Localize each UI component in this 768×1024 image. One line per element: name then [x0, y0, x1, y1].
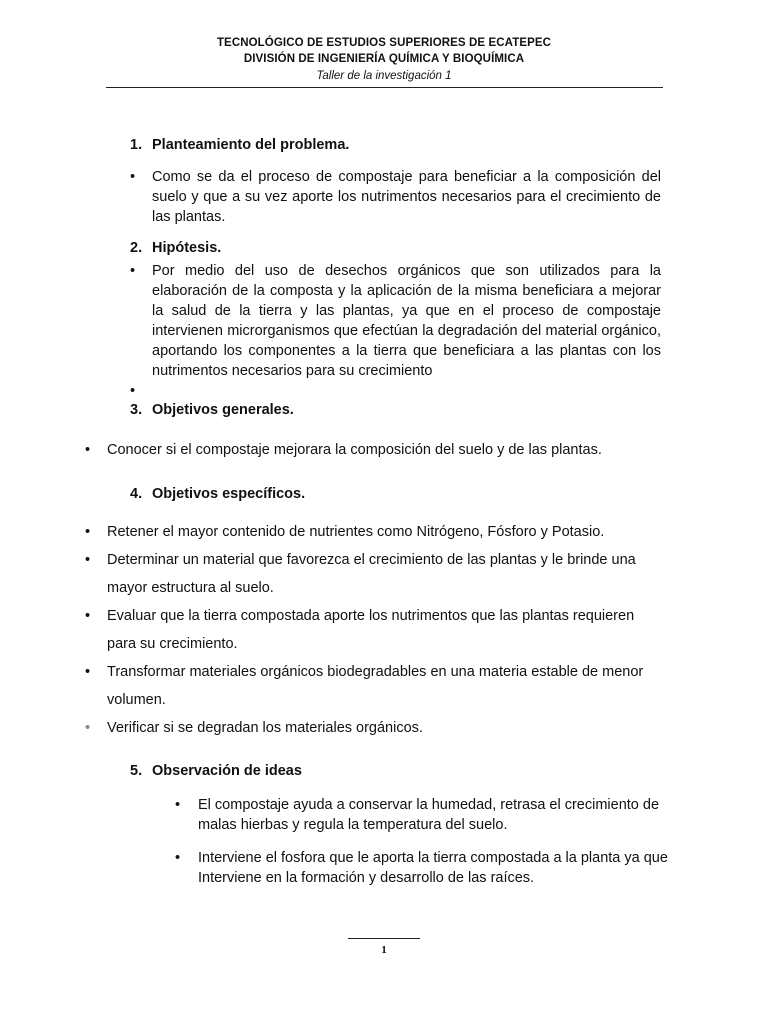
section-2-heading [130, 240, 221, 256]
section-number: 3. [130, 402, 143, 418]
section-number: 1. [130, 137, 143, 153]
section-title: Hipótesis. [152, 240, 222, 256]
bullet-icon: • [175, 797, 181, 813]
section-title: Planteamiento del problema. [152, 137, 350, 153]
bullet-icon: • [85, 608, 91, 624]
bullet-icon: • [85, 664, 91, 680]
hypothesis-text: Por medio del uso de desechos orgánicos que son utilizados para la elaboración de la composta y la aplicación de la misma beneficiara a mejorar la salud de la tierra y las plantas, ya que en el proceso de compostaje intervienen microrganismos que efectúan la degradación del material orgánico, aportando los componentes a la tierra que beneficiara a las plantas con los nutrimentos necesarios para su crecimiento [152, 263, 661, 379]
page-number: 1 [381, 944, 387, 956]
bullet-icon: • [85, 524, 91, 540]
section-number: 2. [130, 240, 143, 256]
idea-observation-item: El compostaje ayuda a conservar la humedad, retrasa el crecimiento de malas hierbas y regula la temperatura del suelo. [198, 797, 660, 833]
bullet-icon: • [85, 442, 91, 458]
section-title: Objetivos específicos. [152, 486, 306, 502]
section-5-heading [130, 763, 302, 779]
division-name: DIVISIÓN DE INGENIERÍA QUÍMICA Y BIOQUÍMICA [243, 53, 525, 65]
document-subtitle: Taller de la investigación 1 [316, 70, 452, 82]
section-number: 4. [130, 486, 143, 502]
general-objective: Conocer si el compostaje mejorara la composición del suelo y de las plantas. [107, 442, 602, 458]
section-title: Observación de ideas [152, 763, 302, 779]
bullet-icon: • [85, 720, 91, 736]
header-divider [106, 87, 663, 88]
section-4-heading [130, 486, 305, 502]
bullet-icon: • [175, 850, 181, 866]
bullet-icon: • [130, 169, 136, 185]
problem-statement: Como se da el proceso de compostaje para beneficiar a la composición del suelo y que a su vez aporte los nutrimentos necesarios para el crecimiento de las plantas. [152, 169, 661, 225]
section-title: Objetivos generales. [152, 402, 294, 418]
bullet-icon: • [85, 552, 91, 568]
institution-name: TECNOLÓGICO DE ESTUDIOS SUPERIORES DE ECATEPEC [216, 37, 552, 49]
specific-objective-item: Determinar un material que favorezca el crecimiento de las plantas y le brinde una mayor estructura al suelo. [107, 552, 636, 596]
idea-observation-item: Interviene el fosfora que le aporta la tierra compostada a la planta ya que Interviene en la formación y desarrollo de las raíces. [198, 850, 668, 886]
specific-objective-item: Verificar si se degradan los materiales orgánicos. [107, 720, 423, 736]
empty-bullet-icon: • [130, 383, 136, 399]
bullet-icon: • [130, 263, 136, 279]
specific-objective-item: Evaluar que la tierra compostada aporte los nutrimentos que las plantas requieren para su crecimiento. [107, 608, 635, 652]
section-number: 5. [130, 763, 143, 779]
section-3-heading [130, 402, 294, 418]
section-1-heading [130, 137, 349, 153]
footer-divider [348, 938, 420, 939]
specific-objective-item: Retener el mayor contenido de nutrientes como Nitrógeno, Fósforo y Potasio. [107, 524, 605, 540]
specific-objective-item: Transformar materiales orgánicos biodegradables en una materia estable de menor volumen. [107, 664, 644, 708]
